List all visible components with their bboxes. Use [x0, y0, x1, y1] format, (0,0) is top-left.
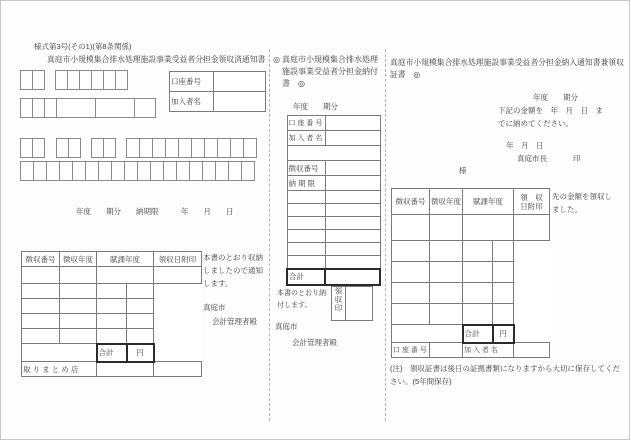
- instruction-line2: でに納めてください。: [498, 119, 573, 128]
- perforation-line-right: [385, 49, 386, 421]
- seal-label: 印: [573, 154, 581, 163]
- table-row: [287, 230, 380, 243]
- left-addressee: 会計管理者殿: [212, 317, 257, 326]
- right-receipt-table: [391, 188, 550, 358]
- addressee-suffix: 様: [459, 166, 467, 175]
- table-row: [287, 217, 380, 230]
- table-row: [392, 241, 550, 262]
- due-date-value: [325, 176, 380, 191]
- middle-payment-table: [286, 115, 381, 286]
- note-line2: さい。(5年間保存): [390, 377, 452, 386]
- form-number: 様式第3号(その1)(第8条関係): [34, 42, 132, 51]
- member-name-label: 加 入 者 名: [463, 343, 514, 358]
- table-row: [287, 256, 380, 269]
- left-title: 真庭市小規模集合排水処理施設事業受益者分担金領収済通知書 ◎: [47, 55, 280, 64]
- member-name-value: [325, 131, 380, 146]
- total-label: 合計: [287, 269, 325, 285]
- account-no-value: [325, 116, 380, 131]
- due-date-label: 納 期 限: [287, 176, 325, 191]
- blank-row: [287, 146, 380, 161]
- middle-addressee: 会計管理者殿: [292, 338, 337, 347]
- collection-no-label: 徴収番号: [287, 161, 325, 176]
- receipt-stamp-area: [346, 287, 373, 321]
- collecting-store-label: 取 り ま と め 店: [22, 362, 97, 377]
- middle-notice-text: 本書のとおり納付します。: [277, 290, 326, 309]
- col-header-levy-year: 賦課年度: [463, 189, 514, 215]
- digit-boxes-row3-c: [92, 138, 116, 158]
- middle-period-line: 年度 期分: [293, 102, 338, 111]
- right-date-line: 年 月 日: [506, 141, 544, 150]
- table-row: [287, 204, 380, 217]
- table-row: [287, 191, 380, 204]
- segmented-strip-row2: [21, 98, 156, 118]
- left-account-table: [169, 71, 266, 112]
- account-no-value: [430, 343, 463, 358]
- digit-boxes-row4: [21, 161, 255, 181]
- col-header-collection-no: 徴収番号: [22, 252, 60, 267]
- right-period-line: 年度 期分: [533, 93, 578, 102]
- receipt-note: 先の金額を領収しました。: [552, 192, 612, 214]
- digit-boxes-row1-b: [56, 70, 128, 90]
- total-value: [325, 269, 380, 285]
- total-label: 合計: [463, 325, 493, 343]
- member-name-value: [514, 343, 550, 358]
- col-header-collection-year: 徴収年度: [430, 189, 463, 215]
- table-row: [392, 215, 550, 241]
- account-no-label: 口座番号: [170, 72, 214, 92]
- mayor-label: 真庭市長: [517, 154, 547, 163]
- total-label: 合計: [97, 344, 127, 362]
- receipt-stamp-box: [331, 286, 373, 321]
- digit-boxes-row3-b: [57, 138, 81, 158]
- table-row: [392, 304, 550, 325]
- member-name-label: 加入者名: [170, 92, 214, 112]
- col-header-collection-year: 徴収年度: [60, 252, 97, 267]
- middle-city: 真庭市: [275, 322, 298, 331]
- total-unit: 円: [493, 325, 514, 343]
- account-no-value: [214, 72, 266, 92]
- table-row: [392, 283, 550, 304]
- note-line1: (注) 領収証書は後日の証拠書類になりますから大切に保存してくだ: [390, 364, 620, 373]
- col-header-receipt-stamp: 領 収 日附印: [514, 189, 550, 215]
- member-name-label: 加 入 者 名: [287, 131, 325, 146]
- col-header-levy-year: 賦課年度: [97, 252, 154, 267]
- left-notice-text: 本書のとおり収納しましたので通知します。: [203, 253, 263, 288]
- member-name-value: [214, 92, 266, 112]
- left-city: 真庭市: [203, 303, 226, 312]
- col-header-collection-no: 徴収番号: [392, 189, 430, 215]
- digit-boxes-row3-a: [21, 138, 45, 158]
- table-row: [22, 267, 202, 284]
- table-row: [22, 299, 202, 314]
- table-row: [22, 329, 202, 344]
- right-title: 真庭市小規模集合排水処理施設事業受益者分担金納入通知書兼領収証書 ◎: [390, 58, 624, 79]
- digit-boxes-row1-a: [21, 70, 45, 90]
- perforation-line-left: [269, 49, 270, 421]
- middle-title: 真庭市小規模集合排水処理施設事業受益者分担金納付書 ◎: [282, 55, 378, 88]
- receipt-stamp-label: 領収印: [332, 287, 346, 321]
- instruction-line1: 下記の金額を 年 月 日 ま: [498, 106, 603, 115]
- digit-boxes-row3-d: [127, 138, 257, 158]
- table-row: [287, 243, 380, 256]
- total-unit: 円: [127, 344, 154, 362]
- table-row: [392, 262, 550, 283]
- account-no-label: 口 座 番 号: [287, 116, 325, 131]
- left-date-line: 年度 期分 納期限 年 月 日: [76, 207, 234, 216]
- account-no-label: 口 座 番 号: [392, 343, 430, 358]
- receipt-stamp-cell: [154, 267, 202, 284]
- collection-no-value: [325, 161, 380, 176]
- receipt-stamp-cell: [514, 215, 550, 241]
- table-row: [22, 284, 202, 299]
- left-collection-table: [21, 251, 202, 377]
- col-header-receipt-stamp: 領収日附印: [154, 252, 202, 267]
- table-row: [22, 314, 202, 329]
